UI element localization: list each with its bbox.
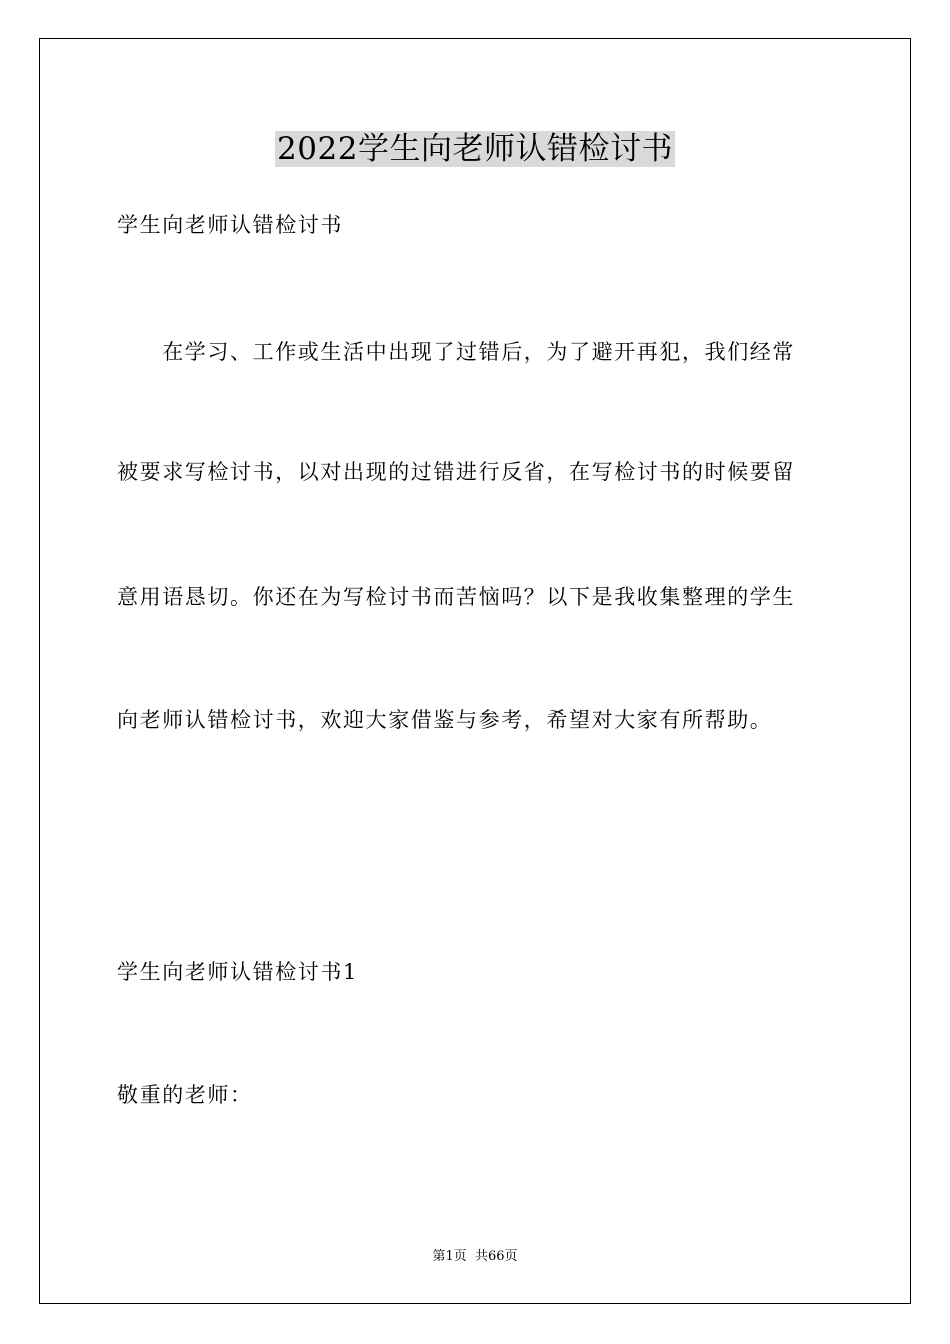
document-title-text: 2022学生向老师认错检讨书 [277, 131, 673, 167]
intro-line-3: 意用语恳切。你还在为写检讨书而苦恼吗？以下是我收集整理的学生 [117, 585, 795, 609]
document-subtitle: 学生向老师认错检讨书 [117, 213, 343, 237]
salutation: 敬重的老师： [117, 1083, 253, 1107]
intro-line-4: 向老师认错检讨书，欢迎大家借鉴与参考，希望对大家有所帮助。 [117, 708, 773, 732]
page-number: 第1页 [432, 1249, 467, 1264]
section-heading: 学生向老师认错检讨书1 [117, 960, 358, 984]
intro-line-2: 被要求写检讨书，以对出现的过错进行反省，在写检讨书的时候要留 [117, 460, 795, 484]
page-footer [0, 1248, 950, 1266]
intro-line-1: 在学习、工作或生活中出现了过错后，为了避开再犯，我们经常 [117, 340, 795, 364]
page-total: 共66页 [474, 1249, 518, 1264]
document-title [0, 128, 950, 170]
